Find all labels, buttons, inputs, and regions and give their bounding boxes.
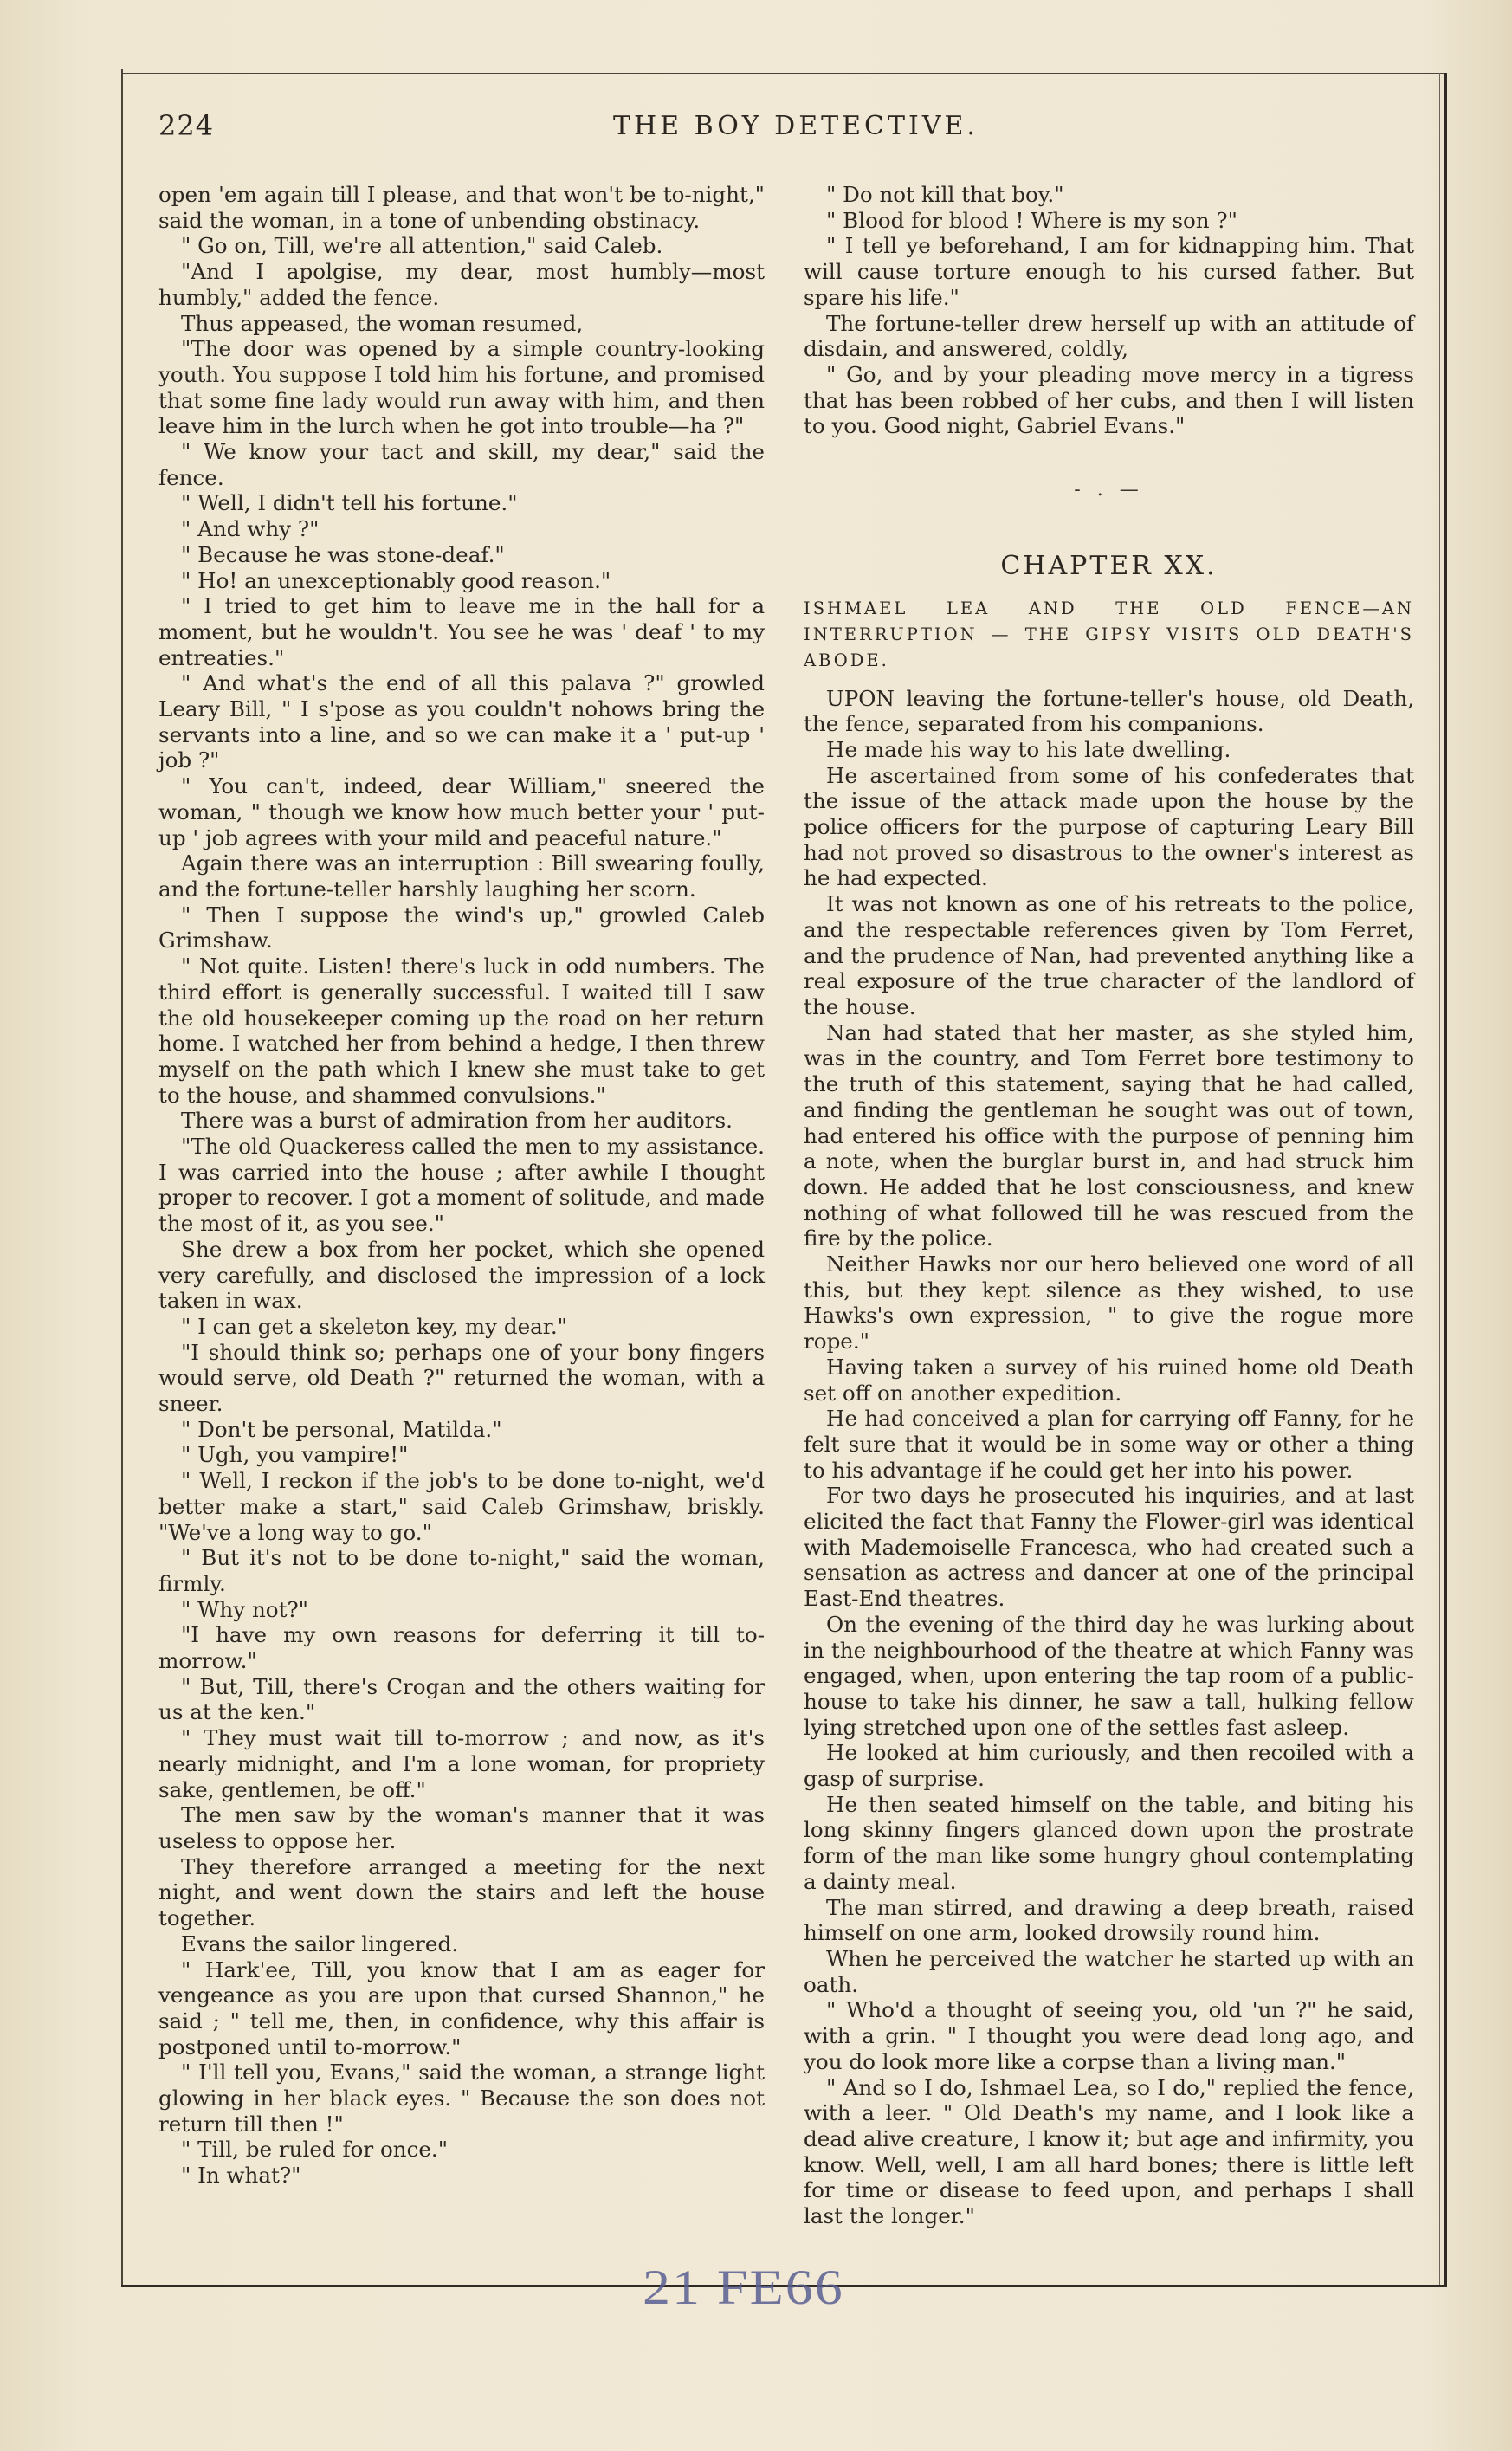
- paragraph: He looked at him curiously, and then recoiled with a gasp of surprise.: [804, 1740, 1414, 1792]
- paragraph: " Hark'ee, Till, you know that I am as eager for vengeance as you are upon that cursed Shannon," he said ; " tell me, then, in confidence, why this affair is postponed until to-morrow.": [158, 1956, 765, 2060]
- paragraph: " You can't, indeed, dear William," sneered the woman, " though we know how much better your ' put-up ' job agrees with your mild and peaceful nature.": [158, 773, 765, 850]
- paragraph: Evans the sailor lingered.: [181, 1930, 459, 1956]
- paragraph: Neither Hawks nor our hero believed one word of all this, but they kept silence as they wished, to use Hawks's own expression, " to give the rogue more rope.": [804, 1251, 1414, 1355]
- paragraph: " Not quite. Listen! there's luck in odd numbers. The third effort is generally successful. I waited till I saw the old housekeeper coming up the road on her return home. I watched her from behind a hedge, I then threw myself on the path which I knew she must take to get to the house, and shammed convulsions.": [158, 954, 765, 1108]
- page-header: [158, 109, 1423, 144]
- paragraph: "The old Quackeress called the men to my assistance. I was carried into the house ; after awhile I thought proper to recover. I got a moment of solitude, and made the most of it, as you see.": [158, 1134, 765, 1237]
- paragraph: open 'em again till I please, and that won't be to-night," said the woman, in a tone of unbending obstinacy.: [158, 182, 765, 233]
- paragraph: On the evening of the third day he was lurking about in the neighbourhood of the theatre at which Fanny was engaged, when, upon entering the tap room of a public-house to take his dinner, he saw a tall, hulking fellow lying stretched upon one of the settles fast asleep.: [804, 1611, 1414, 1740]
- paragraph: " Ho! an unexceptionably good reason.": [181, 567, 611, 593]
- paragraph: UPON leaving the fortune-teller's house, old Death, the fence, separated from his companions.: [804, 685, 1414, 737]
- paragraph: " Because he was stone-deaf.": [181, 541, 505, 567]
- paragraph: He ascertained from some of his confederates that the issue of the attack made upon the house by the police officers for the purpose of capturing Leary Bill had not proved so disastrous to the owner's interest as he had expected.: [804, 762, 1414, 891]
- paragraph: " I'll tell you, Evans," said the woman, a strange light glowing in her black eyes. " Because the son does not return till then !": [158, 2060, 765, 2137]
- paragraph: " Ugh, you vampire!": [181, 1442, 409, 1468]
- paragraph: " Well, I reckon if the job's to be done to-night, we'd better make a start," said Caleb Grimshaw, briskly. "We've a long way to go.": [158, 1468, 765, 1545]
- paragraph: There was a burst of admiration from her auditors.: [181, 1108, 733, 1134]
- paragraph: " We know your tact and skill, my dear," said the fence.: [158, 439, 765, 490]
- paragraph: "And I apolgise, my dear, most humbly—most humbly," added the fence.: [158, 259, 765, 310]
- section-divider: - . —: [1074, 479, 1144, 501]
- right-border-inner-rule: [1439, 73, 1440, 2286]
- paragraph: " They must wait till to-morrow ; and now, as it's nearly midnight, and I'm a lone woman, for propriety sake, gentlemen, be off.": [158, 1725, 765, 1802]
- chapter-title: CHAPTER XX.: [1000, 550, 1218, 581]
- paragraph: " But it's not to be done to-night," said the woman, firmly.: [158, 1545, 765, 1596]
- paragraph: "I should think so; perhaps one of your bony fingers would serve, old Death ?" returned the woman, with a sneer.: [158, 1339, 765, 1417]
- paragraph: "The door was opened by a simple country-looking youth. You suppose I told him his fortune, and promised that some fine lady would run away with him, and then leave him in the lurch when he got into trouble—ha ?": [158, 336, 765, 439]
- paragraph: Having taken a survey of his ruined home old Death set off on another expedition.: [804, 1354, 1414, 1406]
- paragraph: Thus appeased, the woman resumed,: [181, 310, 584, 336]
- page-number: 224: [158, 109, 215, 142]
- library-date-stamp: 21 FE66: [643, 2259, 844, 2315]
- paragraph: " Who'd a thought of seeing you, old 'un ?" he said, with a grin. " I thought you were dead long ago, and you do look more like a corpse than a living man.": [804, 1997, 1414, 2074]
- paragraph: The man stirred, and drawing a deep breath, raised himself on one arm, looked drowsily round him.: [804, 1894, 1414, 1946]
- paragraph: " And why ?": [181, 516, 320, 542]
- paragraph: " Go, and by your pleading move mercy in a tigress that has been robbed of her cubs, and then I will listen to you. Good night, Gabriel Evans.": [804, 361, 1414, 439]
- paragraph: " Till, be ruled for once.": [181, 2137, 449, 2163]
- paragraph: " Why not?": [181, 1596, 308, 1622]
- paragraph: It was not known as one of his retreats to the police, and the respectable references given by Tom Ferret, and the prudence of Nan, had prevented anything like a real exposure of the true character of the landlord of the house.: [804, 891, 1414, 1019]
- paragraph: Nan had stated that her master, as she styled him, was in the country, and Tom Ferret bore testimony to the truth of this statement, saying that he had called, and finding the gentleman he sought was out of town, had entered his office with the purpose of penning him a note, when the burglar burst in, and had struck him down. He added that he lost consciousness, and knew nothing of what followed till he was rescued from the fire by the police.: [804, 1019, 1414, 1251]
- paragraph: " And so I do, Ishmael Lea, so I do," replied the fence, with a leer. " Old Death's my name, and I look like a dead alive creature, I know it; but age and infirmity, you know. Well, well, I am all hard bones; there is little left for time or disease to feed upon, and perhaps I shall last the longer.": [804, 2074, 1414, 2229]
- running-title: THE BOY DETECTIVE.: [613, 111, 979, 141]
- paragraph: For two days he prosecuted his inquiries, and at last elicited the fact that Fanny the Flower-girl was identical with Mademoiselle Francesca, who had created such a sensation as actress and dancer at one of the principal East-End theatres.: [804, 1483, 1414, 1612]
- right-column: [804, 182, 1414, 2229]
- right-border-rule: [1444, 73, 1447, 2286]
- paragraph: When he perceived the watcher he started up with an oath.: [804, 1946, 1414, 1997]
- paragraph: " In what?": [181, 2163, 301, 2189]
- paragraph: The fortune-teller drew herself up with an attitude of disdain, and answered, coldly,: [804, 310, 1414, 362]
- paragraph: "I have my own reasons for deferring it till to-morrow.": [158, 1622, 765, 1674]
- paragraph: " Don't be personal, Matilda.": [181, 1416, 502, 1442]
- paragraph: She drew a box from her pocket, which she opened very carefully, and disclosed the impression of a lock taken in wax.: [158, 1236, 765, 1314]
- paragraph: He then seated himself on the table, and biting his long skinny fingers glanced down upon the prostrate form of the man like some hungry ghoul contemplating a dainty meal.: [804, 1791, 1414, 1894]
- paragraph: " I tried to get him to leave me in the hall for a moment, but he wouldn't. You see he was ' deaf ' to my entreaties.": [158, 593, 765, 670]
- left-column: [158, 182, 765, 2189]
- paragraph: Again there was an interruption : Bill swearing foully, and the fortune-teller harshly laughing her scorn.: [158, 850, 765, 902]
- paragraph: " Do not kill that boy.": [826, 182, 1064, 207]
- paragraph: " Blood for blood ! Where is my son ?": [826, 207, 1237, 233]
- left-border-rule: [121, 69, 123, 2286]
- paragraph: They therefore arranged a meeting for the next night, and went down the stairs and left the house together.: [158, 1853, 765, 1931]
- paragraph: He had conceived a plan for carrying off Fanny, for he felt sure that it would be in some way or other a thing to his advantage if he could get her into his power.: [804, 1406, 1414, 1483]
- chapter-body-text: [804, 686, 1414, 2229]
- top-border-rule: [121, 73, 1446, 74]
- paragraph: He made his way to his late dwelling.: [826, 736, 1231, 762]
- paragraph: " I tell ye beforehand, I am for kidnapping him. That will cause torture enough to his cursed father. But spare his life.": [804, 233, 1414, 310]
- paragraph: " But, Till, there's Crogan and the others waiting for us at the ken.": [158, 1673, 765, 1725]
- paragraph: " I can get a skeleton key, my dear.": [181, 1313, 567, 1339]
- paragraph: " And what's the end of all this palava ?" growled Leary Bill, " I s'pose as you couldn't nohows bring the servants into a line, and so we can make it a ' put-up ' job ?": [158, 670, 765, 773]
- right-column-top-text: [804, 182, 1414, 439]
- paragraph: " Go on, Till, we're all attention," said Caleb.: [181, 233, 663, 259]
- chapter-summary: ISHMAEL LEA AND THE OLD FENCE—AN INTERRUPTION — THE GIPSY VISITS OLD DEATH'S ABODE.: [804, 598, 1414, 670]
- paragraph: The men saw by the woman's manner that it was useless to oppose her.: [158, 1802, 765, 1853]
- paragraph: " Well, I didn't tell his fortune.": [181, 490, 518, 516]
- paragraph: " Then I suppose the wind's up," growled Caleb Grimshaw.: [158, 902, 765, 954]
